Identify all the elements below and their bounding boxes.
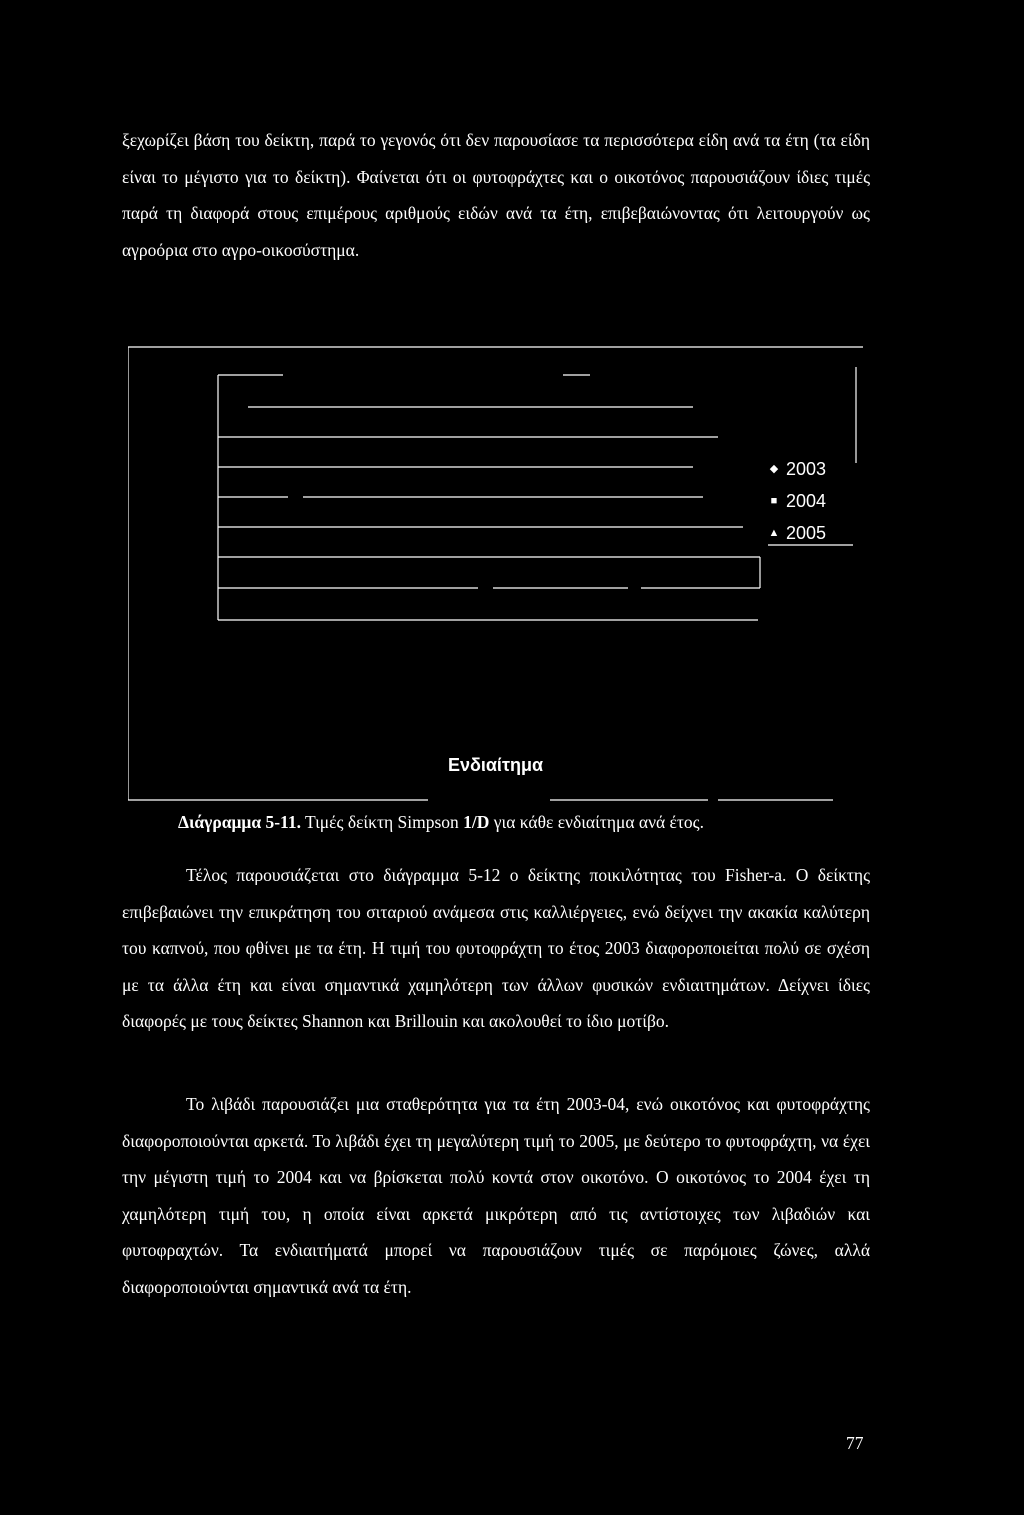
caption-bold-term: 1/D bbox=[463, 812, 490, 832]
x-axis-label: Ενδιαίτημα bbox=[447, 755, 544, 775]
caption-label: Διάγραμμα 5-11. bbox=[178, 812, 301, 832]
legend-label: 2005 bbox=[786, 523, 827, 543]
legend-item-2003 bbox=[768, 453, 888, 485]
legend-item-2004 bbox=[768, 485, 888, 517]
paragraph-meadow: Το λιβάδι παρουσιάζει μια σταθερότητα για τα έτη 2003-04, ενώ οικοτόνος και φυτοφράχτης διαφοροποιούνται αρκετά. Το λιβάδι έχει τη μεγαλύτερη τιμή το 2005, με δεύτερο το φυτοφράχτη, να έχει την μέγιστη τιμή το 2004 και να βρίσκεται πολύ κοντά στον οικοτόνο. Ο οικοτόνος το 2004 έχει τη χαμηλότερη τιμή του, η οποία είναι αρκετά μικρότερη από τις αντίστοιχες των λιβαδιών και φυτοφραχτών. Τα ενδιαιτήματά μπορεί να παρουσιάζουν τιμές σε παρόμοιες ζώνες, αλλά διαφοροποιούνται σημαντικά ανά τα έτη. bbox=[122, 1094, 870, 1297]
square-icon: ■ bbox=[770, 495, 778, 507]
figure-caption bbox=[178, 809, 704, 835]
chart-legend bbox=[768, 453, 888, 549]
legend-item-2005 bbox=[768, 517, 888, 549]
paragraph-fisher: Τέλος παρουσιάζεται στο διάγραμμα 5-12 ο δείκτης ποικιλότητας του Fisher-a. Ο δείκτης επιβεβαιώνει την επικράτηση του σιταριού ανάμεσα στις καλλιέργειες, ενώ δείχνει την ακακία καλύτερη του καπνού, που φθίνει με τα έτη. Η τιμή του φυτοφράχτη το έτος 2003 διαφοροποιείται πολύ σε σχέση με τα άλλα έτη και είναι σημαντικά χαμηλότερη των άλλων φυσικών ενδιαιτημάτων. Δείχνει ίδιες διαφορές με τους δείκτες Shannon και Brillouin και ακολουθεί το ίδιο μοτίβο. bbox=[122, 865, 870, 1031]
legend-label: 2004 bbox=[786, 491, 827, 511]
page-number: 77 bbox=[846, 1433, 864, 1453]
caption-text: Τιμές δείκτη Simpson bbox=[300, 812, 464, 832]
chart-frame bbox=[128, 345, 863, 805]
caption-rest: για κάθε ενδιαίτημα ανά έτος. bbox=[489, 812, 704, 832]
diamond-icon: ◆ bbox=[769, 463, 779, 475]
paragraph-intro: ξεχωρίζει βάση του δείκτη, παρά το γεγονός ότι δεν παρουσίασε τα περισσότερα είδη ανά τα έτη (τα είδη είναι το μέγιστο για το δείκτη). Φαίνεται ότι οι φυτοφράχτες και ο οικοτόνος παρουσιάζουν ίδιες τιμές παρά τη διαφορά στους επιμέρους αριθμούς ειδών ανά τα έτη, επιβεβαιώνοντας ότι λειτουργούν ως αγροόρια στο αγρο-οικοσύστημα. bbox=[122, 130, 870, 260]
legend-label: 2003 bbox=[786, 459, 827, 479]
chart-figure bbox=[128, 345, 863, 805]
triangle-icon: ▲ bbox=[768, 527, 780, 539]
